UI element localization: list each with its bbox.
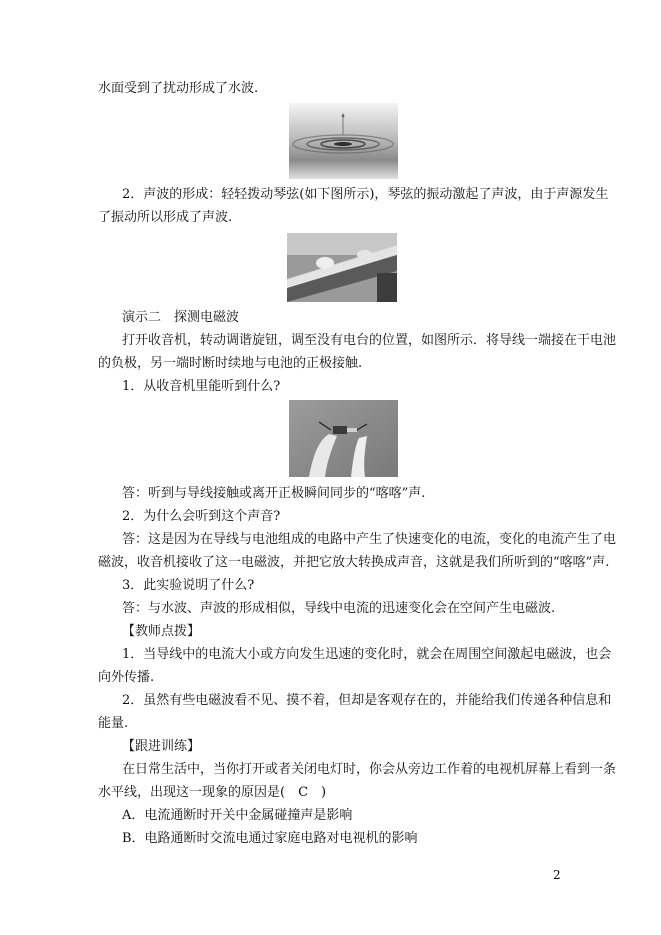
section-heading: 【教师点拨】 xyxy=(122,624,201,639)
answer-option: A．电流通断时开关中金属碰撞声是影响 xyxy=(122,808,353,823)
question: 2．为什么会听到这个声音? xyxy=(122,509,281,524)
text-line: 了振动所以形成了声波. xyxy=(98,210,233,225)
text-line: 水平线，出现这一现象的原因是( C ) xyxy=(98,785,327,800)
text-line: 2．虽然有些电磁波看不见、摸不着，但却是客观存在的，并能给我们传递各种信息和 xyxy=(122,693,612,708)
text-line: 磁波，收音机接收了这一电磁波，并把它放大转换成声音，这就是我们所听到的“喀喀”声. xyxy=(98,555,610,570)
page-number: 2 xyxy=(553,868,561,882)
text-line: 在日常生活中，当你打开或者关闭电灯时，你会从旁边工作着的电视机屏幕上看到一条 xyxy=(122,762,617,777)
text-line: 向外传播. xyxy=(98,670,155,685)
section-heading: 【跟进训练】 xyxy=(122,739,201,754)
section-heading: 演示二 探测电磁波 xyxy=(122,310,240,325)
text-line: 打开收音机，转动调谐旋钮，调至没有电台的位置，如图所示．将导线一端接在干电池 xyxy=(122,333,617,348)
guqin-plucking-image xyxy=(287,233,397,302)
question: 1．从收音机里能听到什么? xyxy=(122,379,281,394)
answer-option: B．电路通断时交流电通过家庭电路对电视机的影响 xyxy=(122,831,418,846)
answer: 答：听到与导线接触或离开正极瞬间同步的“喀喀”声. xyxy=(122,486,426,501)
answer: 答：与水波、声波的形成相似，导线中电流的迅速变化会在空间产生电磁波. xyxy=(122,601,556,616)
answer: 答：这是因为在导线与电池组成的电路中产生了快速变化的电流，变化的电流产生了电 xyxy=(122,532,617,547)
text-line: 2．声波的形成：轻轻拨动琴弦(如下图所示)，琴弦的振动激起了声波，由于声源发生 xyxy=(122,187,609,202)
text-line: 的负极，另一端时断时续地与电池的正极接触. xyxy=(98,356,363,371)
water-ripple-image xyxy=(289,103,398,179)
text-line: 能量. xyxy=(98,716,129,731)
question: 3．此实验说明了什么? xyxy=(122,578,255,593)
radio-experiment-image xyxy=(289,400,398,477)
text-line: 1．当导线中的电流大小或方向发生迅速的变化时，就会在周围空间激起电磁波，也会 xyxy=(122,647,612,662)
text-line: 水面受到了扰动形成了水波. xyxy=(98,81,259,96)
